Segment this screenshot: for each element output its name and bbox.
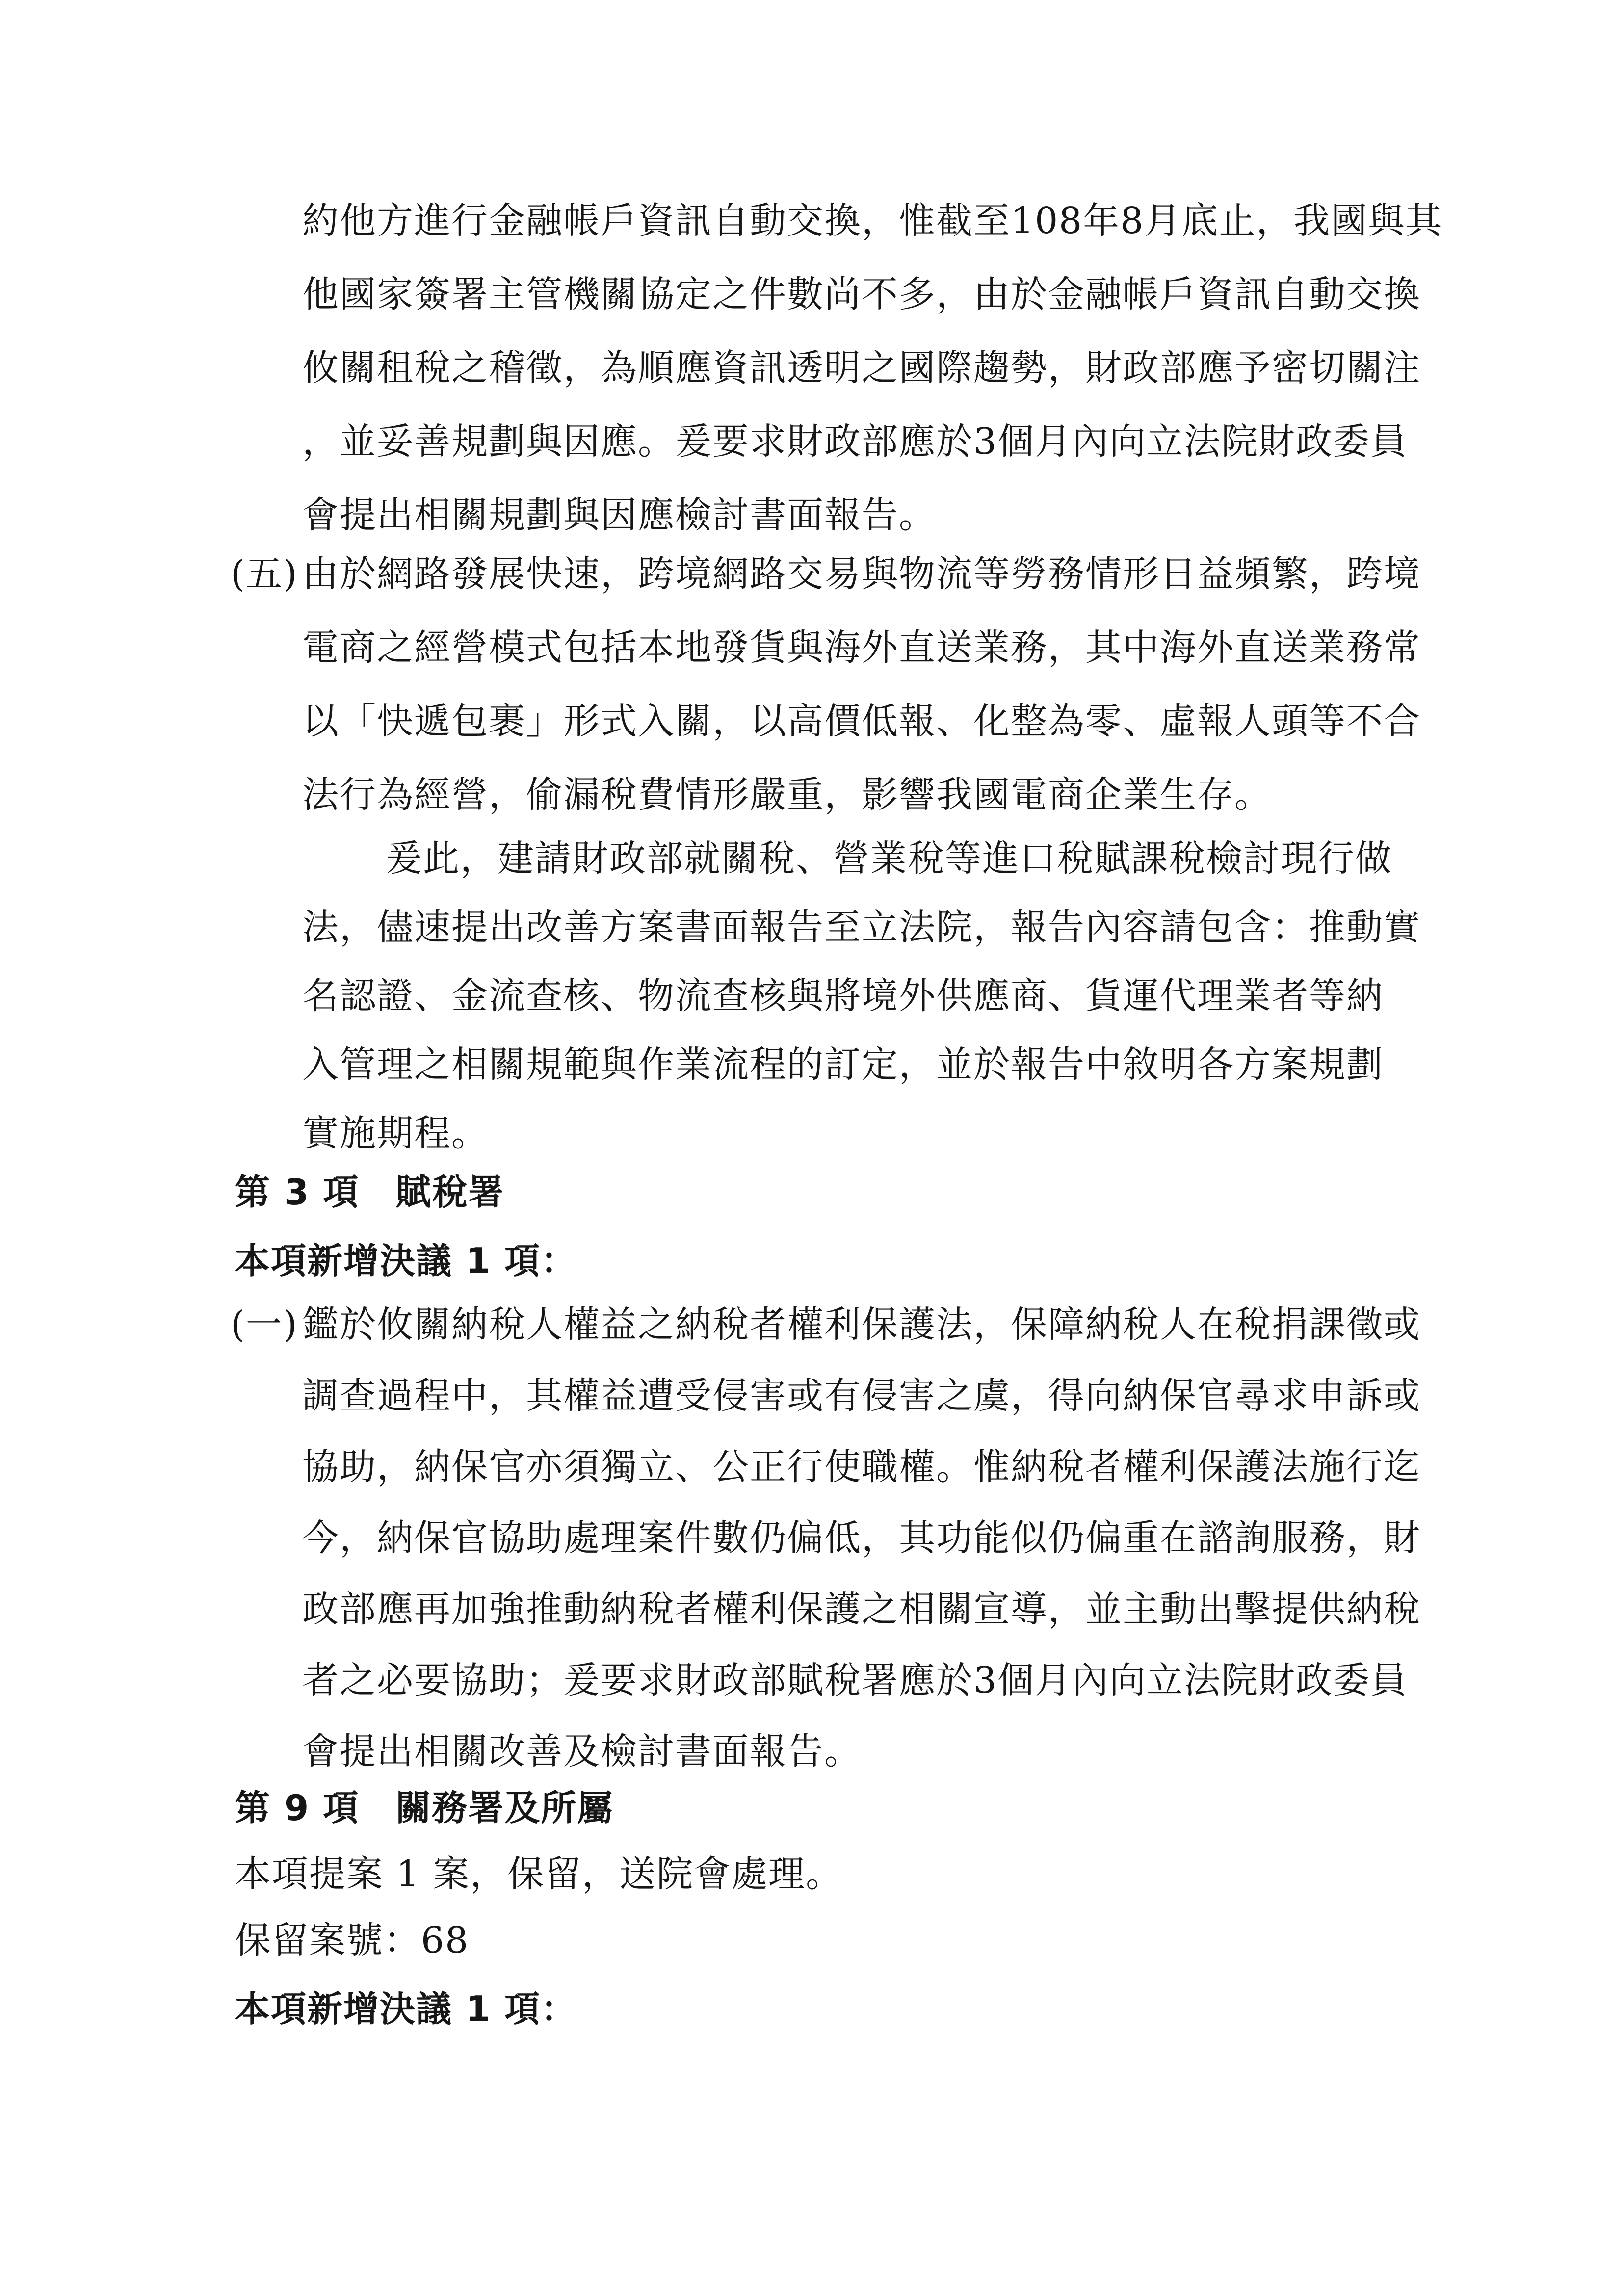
item5-para2-line-1: 爰此，建請財政部就關稅、營業稅等進口稅賦課稅檢討現行做 — [386, 837, 1392, 880]
section9-reserved-number: 保留案號：68 — [235, 1919, 470, 1961]
item5-para2-line-2: 法，儘速提出改善方案書面報告至立法院，報告內容請包含：推動實 — [302, 906, 1421, 948]
item5-para2-line-5: 實施期程。 — [302, 1112, 489, 1154]
section3-item1-line-3: 協助，納保官亦須獨立、公正行使職權。惟納稅者權利保護法施行迄 — [302, 1446, 1421, 1488]
item5-line-4: 法行為經營，偷漏稅費情形嚴重，影響我國電商企業生存。 — [302, 774, 1272, 816]
continuation-line-5: 會提出相關規劃與因應檢討書面報告。 — [302, 494, 936, 536]
section3-subheading: 本項新增決議 1 項： — [235, 1240, 577, 1281]
continuation-line-3: 攸關租稅之稽徵，為順應資訊透明之國際趨勢，財政部應予密切關注 — [302, 347, 1421, 389]
section9-heading: 第 9 項 關務署及所屬 — [235, 1787, 614, 1828]
section3-item1-line-4: 今，納保官協助處理案件數仍偏低，其功能似仍偏重在諮詢服務，財 — [302, 1517, 1421, 1559]
continuation-line-1: 約他方進行金融帳戶資訊自動交換，惟截至108年8月底止，我國與其 — [302, 200, 1443, 242]
section3-item1-line-6: 者之必要協助；爰要求財政部賦稅署應於3個月內向立法院財政委員 — [302, 1659, 1408, 1701]
section3-heading: 第 3 項 賦稅署 — [235, 1172, 505, 1213]
section3-item1-line-2: 調查過程中，其權益遭受侵害或有侵害之虞，得向納保官尋求申訴或 — [302, 1375, 1421, 1417]
section9-proposal: 本項提案 1 案，保留，送院會處理。 — [235, 1853, 843, 1895]
continuation-line-4: ，並妥善規劃與因應。爰要求財政部應於3個月內向立法院財政委員 — [302, 420, 1408, 463]
section3-item1-line-5: 政部應再加強推動納稅者權利保護之相關宣導，並主動出擊提供納稅 — [302, 1588, 1421, 1630]
item5-line-3: 以「快遞包裹」形式入關，以高價低報、化整為零、虛報人頭等不合 — [302, 700, 1421, 742]
section9-subheading: 本項新增決議 1 項： — [235, 1988, 577, 2030]
continuation-line-2: 他國家簽署主管機關協定之件數尚不多，由於金融帳戶資訊自動交換 — [302, 273, 1421, 315]
item5-line-2: 電商之經營模式包括本地發貨與海外直送業務，其中海外直送業務常 — [302, 626, 1421, 669]
item5-para2-line-3: 名認證、金流查核、物流查核與將境外供應商、貨運代理業者等納 — [302, 975, 1384, 1017]
section3-item1-line-7: 會提出相關改善及檢討書面報告。 — [302, 1730, 862, 1773]
item5-marker: (五) — [231, 553, 298, 595]
section3-item1-line-1: 鑑於攸關納稅人權益之納稅者權利保護法，保障納稅人在稅捐課徵或 — [302, 1304, 1421, 1346]
item5-line-1: 由於網路發展快速，跨境網路交易與物流等勞務情形日益頻繁，跨境 — [302, 553, 1421, 595]
item5-para2-line-4: 入管理之相關規範與作業流程的訂定，並於報告中敘明各方案規劃 — [302, 1044, 1384, 1086]
section3-item1-marker: (一) — [231, 1304, 298, 1346]
